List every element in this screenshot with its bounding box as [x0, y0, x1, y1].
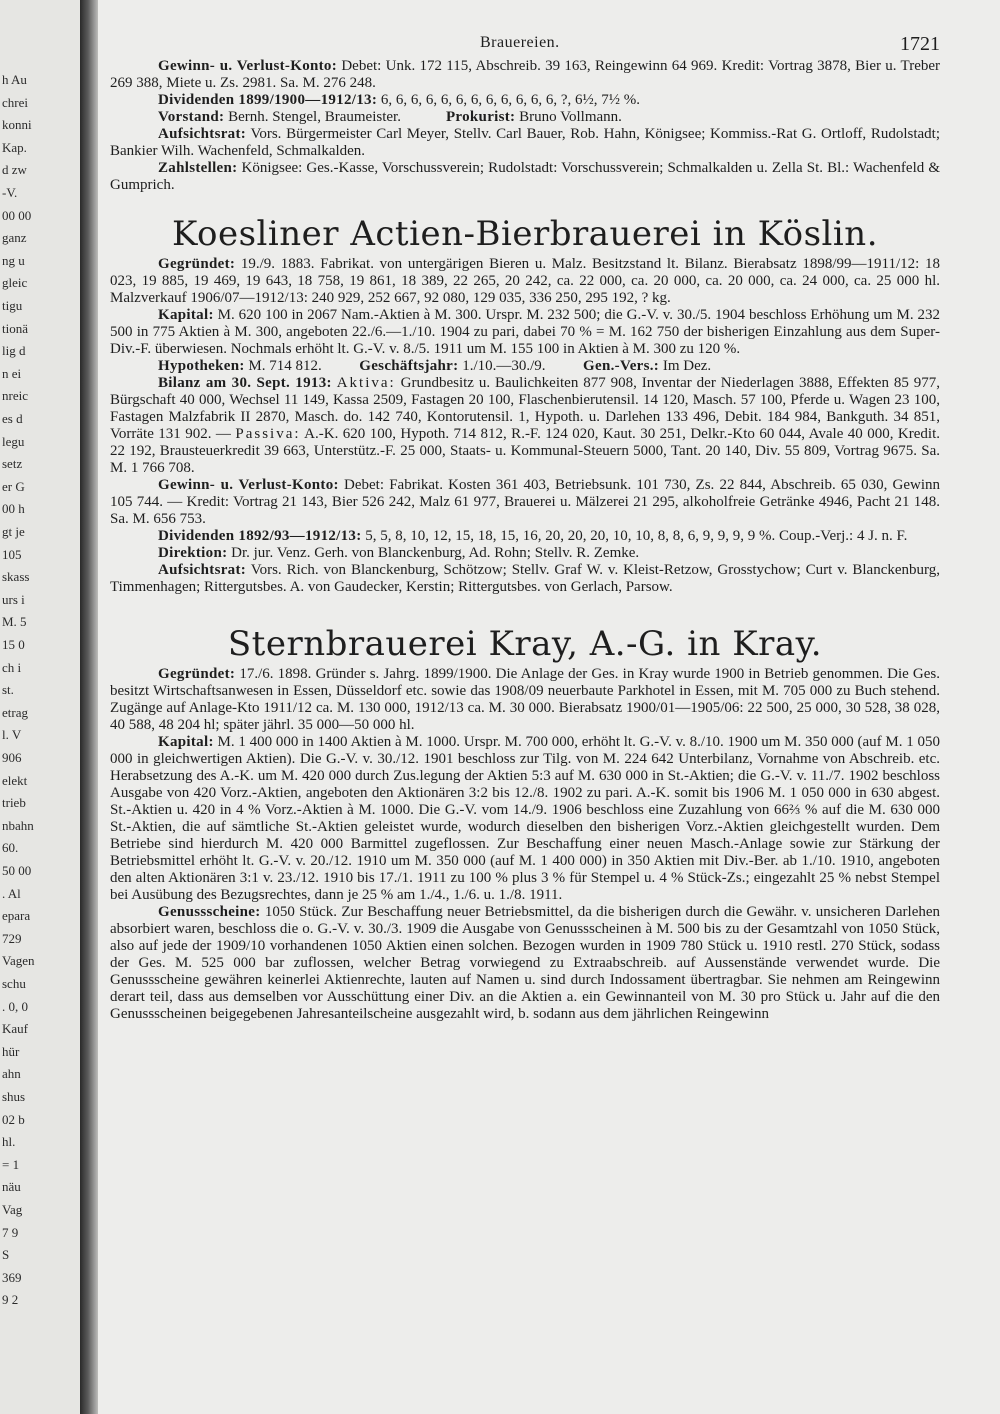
- field-label: Gen.-Vers.:: [583, 358, 660, 374]
- margin-fragment: M. 5: [2, 614, 27, 629]
- field-label: Hypotheken:: [158, 358, 245, 374]
- margin-fragment: 15 0: [2, 637, 25, 652]
- field-label: Zahlstellen:: [158, 160, 238, 176]
- margin-fragment: ganz: [2, 230, 27, 245]
- margin-fragment: tionä: [2, 321, 28, 336]
- margin-fragment: 7 9: [2, 1225, 19, 1240]
- field-text: M. 714 812.: [248, 358, 322, 374]
- margin-fragment: S: [2, 1247, 10, 1262]
- margin-fragment: ahn: [2, 1066, 21, 1081]
- gegruendet-paragraph: [110, 666, 940, 734]
- margin-fragment: hür: [2, 1044, 20, 1059]
- margin-fragment: 60.: [2, 840, 19, 855]
- book-gutter: [80, 0, 98, 1414]
- kapital-paragraph: [110, 307, 940, 358]
- margin-fragment: epara: [2, 908, 31, 923]
- running-header: [110, 28, 940, 58]
- margin-fragment: st.: [2, 682, 14, 697]
- field-label: Dividenden 1899/1900—1912/13:: [158, 92, 378, 108]
- margin-fragment: lig d: [2, 343, 26, 358]
- field-text: M. 620 100 in 2067 Nam.-Aktien à M. 300. Urspr. M. 232 500; die G.-V. v. 30./5. 1904 beschloss Erhöhung um M. 232 500 in 775 Aktien à M. 300, angeboten 22./6.—1./10. 1904 zu pari, dabei 70 % = M. 162 750 der bisherigen Einzahlung aus dem Super-Div.-F. überwiesen. Nochmals erhöht lt. G.-V. v. 8./5. 1911 um M. 155 100 in Aktien à M. 300 zu 120 %.: [110, 307, 941, 357]
- margin-fragment: Vag: [2, 1202, 23, 1217]
- field-text: Debet: Fabrikat. Kosten 361 403, Betriebsunk. 101 730, Zs. 22 844, Abschreib. 65 030, Gewinn 105 744. — Kredit: Vortrag 21 143, Bier 526 242, Malz 61 977, Brauerei u. Mälzerei 21 295, alkoholfreie Getränke 4946, Pacht 21 148. Sa. M. 656 753.: [110, 477, 941, 527]
- field-text: Im Dez.: [662, 358, 712, 374]
- margin-fragment: h Au: [2, 72, 27, 87]
- margin-fragment: Vagen: [2, 953, 35, 968]
- aufsichtsrat-paragraph: [110, 562, 940, 596]
- margin-fragment: 00 h: [2, 501, 25, 516]
- field-text: Bernh. Stengel, Braumeister.: [228, 109, 401, 125]
- page-body: [110, 28, 940, 1023]
- field-text: Bruno Vollmann.: [519, 109, 622, 125]
- entry-koesliner: [110, 212, 940, 596]
- margin-fragment: etrag: [2, 705, 28, 720]
- genussscheine-paragraph: [110, 904, 940, 1023]
- margin-fragment: trieb: [2, 795, 26, 810]
- margin-fragment: schu: [2, 976, 26, 991]
- margin-fragment: 369: [2, 1270, 22, 1285]
- dividend-paragraph: [110, 92, 940, 109]
- direktion-paragraph: [110, 545, 940, 562]
- field-label: Genussscheine:: [158, 904, 261, 920]
- margin-fragment: näu: [2, 1179, 21, 1194]
- margin-fragment: shus: [2, 1089, 26, 1104]
- field-label: Gewinn- u. Verlust-Konto:: [158, 477, 339, 493]
- entry-sternbrauerei: [110, 622, 940, 1023]
- margin-fragment: n ei: [2, 366, 22, 381]
- margin-fragment: . 0, 0: [2, 999, 28, 1014]
- margin-fragment: hl.: [2, 1134, 16, 1149]
- field-label: Direktion:: [158, 545, 228, 561]
- margin-fragment: 729: [2, 931, 22, 946]
- aufsichtsrat-paragraph: [110, 126, 940, 160]
- field-text: 1050 Stück. Zur Beschaffung neuer Betriebsmittel, da die bisherigen durch die Gewähr. v. unsicheren Darlehen absorbiert waren, beschloss die o. G.-V. v. 30./3. 1909 die Ausgabe von Genussscheinen à M. 500 bis zu der Gesamtzahl von 1050 Stück, also auf jede der 1909/10 vorhandenen 1050 Aktien einen solchen. Bezogen wurden in 1909 780 Stück u. 1910 restl. 270 Stück, sodass der Ges. M. 525 000 bar zuflossen, welcher Betrag vorwiegend zu Extraabschreib. auf Aussenstände verwendet wurde. Die Genussscheine gewähren keinerlei Aktienrechte, lauten auf Namen u. sind durch Indossament übertragbar. Sie nehmen am Reingewinn derart teil, dass aus demselben vor Ausschüttung einer Div. an die Aktien a. ein Gewinnanteil von M. 30 pro Stück u. Jahr auf die den Genussscheinen beigegebenen Jahresanteilscheine ausgezahlt wird, b. sodann aus dem jährlichen Reingewinn: [110, 904, 941, 1022]
- field-text: Königsee: Ges.-Kasse, Vorschussverein; Rudolstadt: Vorschussverein; Schmalkalden u. Zella St. Bl.: Wachenfeld & Gumprich.: [110, 160, 940, 193]
- margin-fragment: er G: [2, 479, 25, 494]
- margin-fragment: Kauf: [2, 1021, 28, 1036]
- field-label: Aufsichtsrat:: [158, 126, 247, 142]
- margin-fragment: . Al: [2, 886, 21, 901]
- gegruendet-paragraph: [110, 256, 940, 307]
- field-text: A.-K. 620 100, Hypoth. 714 812, R.-F. 124 020, Kaut. 30 251, Delkr.-Kto 60 044, Avale 40 000, Kredit. 22 192, Brausteuerkredit 39 663, Unterstütz.-F. 25 000, Staats- u. Kommunal-Steuern 5000, Tant. 20 140, Div. 55 809, Vortrag 9675. Sa. M. 1 766 708.: [110, 426, 940, 476]
- kapital-paragraph: [110, 734, 940, 904]
- field-text: 17./6. 1898. Gründer s. Jahrg. 1899/1900. Die Anlage der Ges. in Kray wurde 1900 in Betrieb genommen. Die Ges. besitzt Wirtschaftsanwesen in Essen, Düsseldorf etc. sowie das 1908/09 neuerbaute Parkhotel in Essen, mit M. 705 000 zu Buch stehend. Zugänge auf Anlage-Kto 1911/12 ca. M. 130 000, 1912/13 ca. M. 30 000. Bierabsatz 1900/01—1905/06: 22 500, 25 000, 30 528, 38 028, 40 588, 48 204 hl; später jährl. 35 000—50 000 hl.: [110, 666, 941, 733]
- field-text: Vors. Bürgermeister Carl Meyer, Stellv. Carl Bauer, Rob. Hahn, Königsee; Kommiss.-Rat G. Ortloff, Rudolstadt; Bankier Wilh. Wachenfeld, Schmalkalden.: [110, 126, 940, 159]
- field-text: 5, 5, 8, 10, 12, 15, 18, 15, 16, 20, 20, 20, 10, 10, 8, 8, 6, 9, 9, 9, 9 %. Coup.-Verj.: 4 J. n. F.: [365, 528, 908, 544]
- running-title: Brauereien.: [480, 34, 560, 51]
- margin-fragment: 105: [2, 547, 22, 562]
- field-text: Debet: Unk. 172 115, Abschreib. 39 163, Reingewinn 64 969. Kredit: Vortrag 3878, Bier u. Treber 269 388, Miete u. Zs. 2981. Sa. M. 276 248.: [110, 58, 940, 91]
- passiva-label: Passiva:: [235, 426, 301, 442]
- field-label: Gewinn- u. Verlust-Konto:: [158, 58, 338, 74]
- field-label: Geschäftsjahr:: [359, 358, 459, 374]
- margin-fragment: urs i: [2, 592, 25, 607]
- field-label: Bilanz am 30. Sept. 1913:: [158, 375, 332, 391]
- margin-fragment: 02 b: [2, 1112, 25, 1127]
- field-text: Vors. Rich. von Blanckenburg, Schötzow; Stellv. Graf W. v. Kleist-Retzow, Grosstychow; Curt v. Blanckenburg, Timmenhagen; Rittergutsbes. A. von Gaudecker, Kerstin; Rittergutsbes. von Gerlach, Parsow.: [110, 562, 940, 595]
- margin-fragment: nbahn: [2, 818, 34, 833]
- margin-fragment: Kap.: [2, 140, 27, 155]
- entry-continuation: [110, 58, 940, 194]
- margin-fragment: = 1: [2, 1157, 20, 1172]
- field-label: Gegründet:: [158, 256, 236, 272]
- field-label: Prokurist:: [445, 109, 516, 125]
- field-label: Gegründet:: [158, 666, 236, 682]
- margin-fragment: 906: [2, 750, 22, 765]
- margin-fragment: ng u: [2, 253, 25, 268]
- field-text: 1./10.—30./9.: [462, 358, 546, 374]
- adjacent-page-strip: [0, 0, 80, 1414]
- field-text: Grundbesitz u. Baulichkeiten 877 908, Inventar der Niederlagen 3888, Effekten 85 977, Bürgschaft 40 000, Wechsel 11 149, Kassa 2509, Fastagen 20 100, Flaschenbierutensil. 14 120, Masch. 57 100, Pferde u. Wagen 23 100, Fastagen Malzfabrik II 2870, Masch. do. 142 740, Kontorutensil. 1, Hypoth. u. Darlehen 133 496, Debit. 184 984, Bankguth. 34 851, Vorräte 131 902. —: [110, 375, 941, 442]
- field-label: Vorstand:: [158, 109, 225, 125]
- field-label: Kapital:: [158, 307, 214, 323]
- margin-fragment: chrei: [2, 95, 28, 110]
- field-text: 19./9. 1883. Fabrikat. von untergärigen Bieren u. Malz. Besitzstand lt. Bilanz. Bierabsatz 1898/99—1911/12: 18 023, 19 885, 19 469, 19 643, 18 758, 19 861, 18 389, 22 265, 20 242, ca. 22 000, ca. 20 000, ca. 20 000, ca. 24 000, ca. 25 000 hl. Malzverkauf 1906/07—1912/13: 240 929, 252 667, 92 080, 129 035, 336 250, 295 192, ? kg.: [110, 256, 940, 306]
- bilanz-paragraph: [110, 375, 940, 477]
- hypotheken-paragraph: [110, 358, 940, 375]
- field-label: Kapital:: [158, 734, 214, 750]
- vorstand-paragraph: [110, 109, 940, 126]
- margin-fragment: 50 00: [2, 863, 32, 878]
- field-label: Dividenden 1892/93—1912/13:: [158, 528, 362, 544]
- gv-paragraph: [110, 58, 940, 92]
- margin-fragment: tigu: [2, 298, 23, 313]
- entry-title: Sternbrauerei Kray, A.-G. in Kray.: [227, 624, 823, 664]
- margin-fragment: legu: [2, 434, 25, 449]
- field-text: M. 1 400 000 in 1400 Aktien à M. 1000. Urspr. M. 700 000, erhöht lt. G.-V. v. 8./10. 1900 um M. 350 000 (auf M. 1 050 000 in gleichwertigen Aktien). Die G.-V. v. 30./12. 1901 beschloss zur Tilg. von M. 224 642 Unterbilanz, Vornahme von Abschreib. etc. Herabsetzung des A.-K. um M. 420 000 durch Zus.legung der Aktien 5:3 auf M. 630 000 in St.-Aktien; die G.-V. v. 11./7. 1902 beschloss Ausgabe von 420 Vorz.-Aktien, angeboten den Aktionären 3:2 bis 12./8. 1902 zu pari. A.-K. somit bis 1906 M. 1 050 000 in 630 abgest. St.-Aktien u. 420 in 4 % Vorz.-Aktien à M. 1000. Die G.-V. vom 14./9. 1906 beschloss eine Zuzahlung von 66⅔ % auf die M. 630 000 St.-Aktien, die auf sämtliche St.-Aktien geleistet wurde, wodurch dieselben den bisherigen Vorz.-Aktien gleichgestellt wurden. Dem Betriebe sind hierdurch M. 420 000 Barmittel zugeflossen. Zur Beschaffung einer neuen Masch.-Anlage sowie zur Stärkung der Betriebsmittel erhöht lt. G.-V. v. 20./12. 1910 um M. 350 000 (auf M. 1 400 000) in 350 Aktien mit Div.-Ber. ab 1./10. 1910, angeboten den alten Aktionären 3:1 v. 23./12. 1910 bis 17./1. 1911 zu 100 % plus 3 % für Stempel u. 4 % Stück-Zs.; eingezahlt 25 % nebst Stempel bei Ausübung des Bezugsrechtes, dann je 25 % am 1./4., 1./6. u. 1./8. 1911.: [110, 734, 941, 903]
- dividend-paragraph: [110, 528, 940, 545]
- margin-fragment: gt je: [2, 524, 25, 539]
- aktiva-label: Aktiva:: [336, 375, 396, 391]
- margin-fragment: ch i: [2, 660, 22, 675]
- gv-paragraph: [110, 477, 940, 528]
- zahlstellen-paragraph: [110, 160, 940, 194]
- margin-fragment: l. V: [2, 727, 22, 742]
- field-text: Dr. jur. Venz. Gerh. von Blanckenburg, Ad. Rohn; Stellv. R. Zemke.: [231, 545, 640, 561]
- page-number: 1721: [900, 33, 940, 55]
- margin-fragment: setz: [2, 456, 23, 471]
- margin-fragment: elekt: [2, 773, 28, 788]
- field-label: Aufsichtsrat:: [158, 562, 247, 578]
- margin-fragment: konni: [2, 117, 32, 132]
- margin-fragment: 9 2: [2, 1292, 19, 1307]
- margin-fragment: es d: [2, 411, 23, 426]
- field-text: 6, 6, 6, 6, 6, 6, 6, 6, 6, 6, 6, 6, ?, 6½, 7½ %.: [380, 92, 641, 108]
- margin-fragment: gleic: [2, 275, 28, 290]
- margin-fragment: 00 00: [2, 208, 32, 223]
- margin-fragment: d zw: [2, 162, 27, 177]
- margin-fragment: -V.: [2, 185, 18, 200]
- margin-fragment: skass: [2, 569, 30, 584]
- entry-title: Koesliner Actien-Bierbrauerei in Köslin.: [171, 214, 879, 254]
- margin-fragment: nreic: [2, 388, 28, 403]
